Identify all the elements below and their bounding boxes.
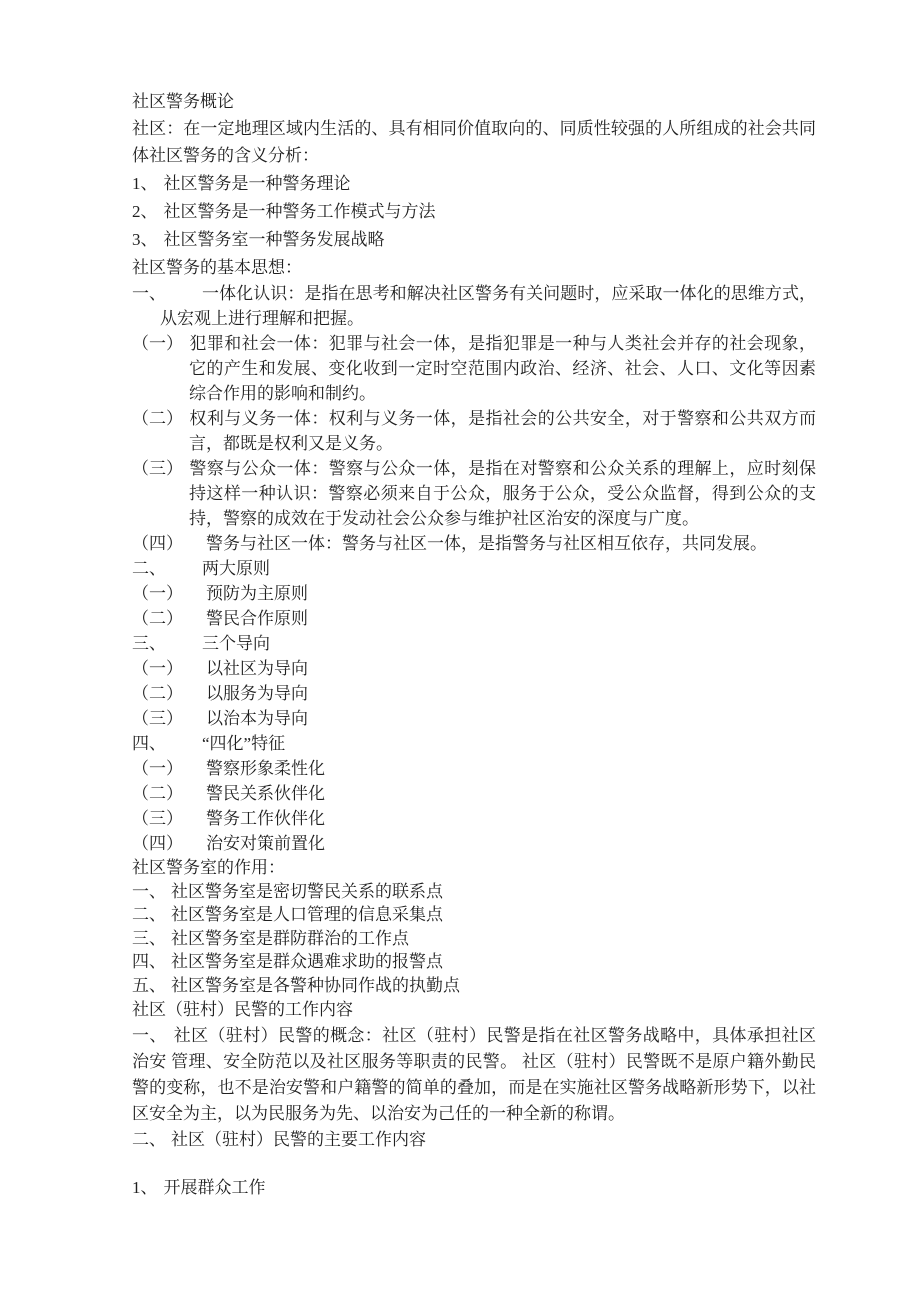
section-definition-list	[132, 170, 816, 253]
text-line	[132, 170, 816, 197]
community-definition	[132, 115, 816, 169]
text-line	[132, 581, 816, 606]
list-marker: 1、	[132, 174, 158, 193]
text-line	[132, 1127, 816, 1153]
text-line	[132, 706, 816, 731]
line-text: 社区警务室一种警务发展战略	[163, 230, 385, 249]
line-text: 开展群众工作	[163, 1178, 266, 1197]
text-line	[132, 406, 816, 456]
line-text: 三个导向	[202, 634, 270, 653]
list-marker: 一、	[132, 881, 166, 901]
text-line	[132, 281, 816, 331]
text-line	[132, 806, 816, 831]
text-line	[132, 756, 816, 781]
list-marker: （四）	[132, 534, 183, 553]
list-marker: 二、	[132, 1130, 166, 1149]
line-text: 警务与社区一体：警务与社区一体，是指警务与社区相互依存，共同发展。	[206, 534, 767, 553]
doc-title	[132, 88, 816, 115]
line-text: 权利与义务一体：权利与义务一体，是指社会的公共安全，对于警察和公共双方而言，都既是权利又是义务。	[189, 409, 816, 453]
line-text: 社区警务室是各警种协同作战的执勤点	[171, 975, 460, 995]
line-text: 社区警务室是群防群治的工作点	[171, 928, 409, 948]
list-marker: （三）	[132, 459, 183, 478]
list-marker: 四、	[132, 952, 166, 971]
list-marker: （一）	[132, 334, 183, 353]
section-basic-ideas	[132, 254, 816, 856]
list-marker: （一）	[132, 759, 183, 778]
line-text: 以社区为导向	[206, 659, 308, 678]
line-text: 社区警务室是群众遇难求助的报警点	[171, 952, 443, 971]
line-text: 社区警务是一种警务理论	[163, 174, 351, 193]
line-text: 警察形象柔性化	[206, 759, 325, 778]
line-text: 社区（驻村）民警的主要工作内容	[171, 1130, 426, 1149]
list-marker: 三、	[132, 928, 166, 948]
line-text: 警务工作伙伴化	[206, 809, 325, 828]
list-marker: （二）	[132, 409, 183, 428]
line-text: 警民关系伙伴化	[206, 784, 325, 803]
text-line	[132, 950, 816, 974]
text-line	[132, 831, 816, 856]
line-text: 预防为主原则	[206, 584, 308, 603]
list-marker: （三）	[132, 709, 183, 728]
text-line	[132, 681, 816, 706]
list-marker: （二）	[132, 784, 183, 803]
section-intro	[132, 88, 816, 169]
text-line	[132, 781, 816, 806]
text-line	[132, 606, 816, 631]
text-line	[132, 927, 816, 951]
line-text: 社区警务是一种警务工作模式与方法	[163, 202, 436, 221]
text-line	[132, 456, 816, 531]
text-line	[132, 631, 816, 656]
list-marker: （一）	[132, 659, 183, 678]
line-text: 社区警务概论	[132, 92, 234, 111]
text-line	[132, 1023, 816, 1127]
text-line	[132, 974, 816, 998]
list-marker: 3、	[132, 230, 158, 249]
list-marker: 1、	[132, 1178, 158, 1197]
line-text: 警民合作原则	[206, 609, 308, 628]
text-line	[132, 531, 816, 556]
text-line	[132, 226, 816, 253]
line-text: 两大原则	[202, 559, 270, 578]
list-marker: （二）	[132, 609, 183, 628]
line-text: 以服务为导向	[206, 684, 308, 703]
line-text: 警察与公众一体：警察与公众一体，是指在对警察和公众关系的理解上，应时刻保持这样一种认识：警察必须来自于公众，服务于公众，受公众监督，得到公众的支持，警察的成效在于发动社会公众参与维护社区治安的深度与广度。	[189, 459, 816, 528]
text-line	[132, 198, 816, 225]
list-marker: 二、	[132, 559, 166, 578]
list-marker: （一）	[132, 584, 183, 603]
line-text: 社区警务室是人口管理的信息采集点	[171, 905, 443, 924]
section-heading	[132, 997, 816, 1023]
line-text: 一体化认识：是指在思考和解决社区警务有关问题时，应采取一体化的思维方式，从宏观上进行理解和把握。	[160, 284, 816, 328]
section-heading	[132, 254, 816, 281]
list-marker: （四）	[132, 834, 183, 853]
line-text: 社区：在一定地理区域内生活的、具有相同价值取向的、同质性较强的人所组成的社会共同体社区警务的含义分析：	[132, 119, 816, 165]
list-marker: 一、	[132, 1026, 167, 1045]
list-marker: （二）	[132, 684, 183, 703]
list-marker: 四、	[132, 734, 166, 753]
list-marker: 2、	[132, 202, 158, 221]
text-line	[132, 731, 816, 756]
text-line	[132, 331, 816, 406]
line-text: 治安对策前置化	[206, 834, 325, 853]
text-line	[132, 656, 816, 681]
line-text: 社区（驻村）民警的工作内容	[132, 1000, 353, 1019]
list-marker: 三、	[132, 634, 166, 653]
line-text: 社区警务室的作用：	[132, 858, 285, 877]
list-marker: 五、	[132, 975, 166, 995]
line-text: 社区警务室是密切警民关系的联系点	[171, 881, 443, 901]
line-text: 以治本为导向	[206, 709, 308, 728]
list-marker: 一、	[132, 284, 166, 303]
line-text: 社区警务的基本思想：	[132, 258, 302, 277]
section-heading	[132, 856, 816, 880]
text-line	[132, 556, 816, 581]
list-marker: （三）	[132, 809, 183, 828]
text-line	[132, 1175, 816, 1201]
text-line	[132, 903, 816, 927]
list-marker: 二、	[132, 905, 166, 924]
section-minjing	[132, 997, 816, 1201]
line-text: 社区（驻村）民警的概念：社区（驻村）民警是指在社区警务战略中，具体承担社区治安 管理、安全防范以及社区服务等职责的民警。 社区（驻村）民警既不是原户籍外勤民警的变称，也不是治安警和户籍警的简单的叠加，而是在实施社区警务战略新形势下，以社区安全为主，以为民服务为先、以治安为己任的一种全新的称谓。	[132, 1026, 817, 1123]
line-text: 犯罪和社会一体：犯罪与社会一体，是指犯罪是一种与人类社会并存的社会现象，它的产生和发展、变化收到一定时空范围内政治、经济、社会、人口、文化等因素综合作用的影响和制约。	[189, 334, 816, 403]
section-station-roles	[132, 856, 816, 997]
line-text: “四化”特征	[202, 734, 286, 753]
text-line	[132, 880, 816, 904]
